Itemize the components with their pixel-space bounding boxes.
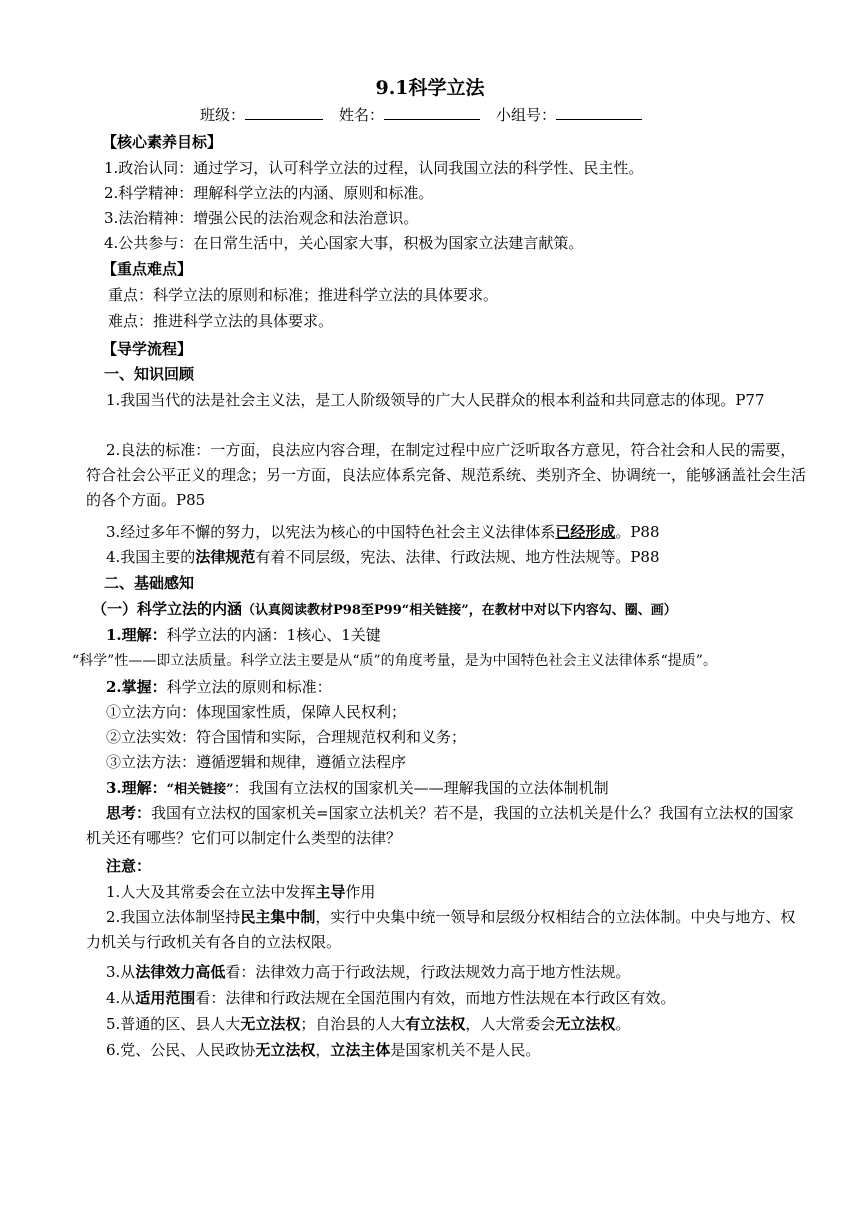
- note-item-3: 3.从法律效力高低看：法律效力高于行政法规，行政法规效力高于地方性法规。: [106, 963, 631, 981]
- group-label: 小组号：: [496, 106, 557, 124]
- note-item-5: 5.普通的区、县人大无立法权；自治县的人大有立法权，人大常委会无立法权。: [106, 1015, 631, 1033]
- emphasis-formed: 已经形成: [555, 523, 616, 541]
- master-2: 2.掌握：科学立法的原则和标准：: [106, 678, 332, 696]
- review-paragraph-2: 2.良法的标准：一方面，良法应内容合理，在制定过程中应广泛听取各方意见，符合社会和人民的需要，符合社会公平正义的理念；另一方面，良法应体系完备、规范系统、类别齐全、协调统一，能够涵盖社会生活的各个方面。P85: [86, 441, 807, 509]
- goal-item: 4.公共参与：在日常生活中，关心国家大事，积极为国家立法建言献策。: [104, 234, 584, 252]
- goal-item: 3.法治精神：增强公民的法治观念和法治意识。: [104, 209, 419, 227]
- note-item-4: 4.从适用范围看：法律和行政法规在全国范围内有效，而地方性法规在本行政区有效。: [106, 989, 676, 1007]
- note-item-1: 1.人大及其常委会在立法中发挥主导作用: [106, 883, 376, 901]
- think-question: 思考：我国有立法权的国家机关=国家立法机关？若不是，我国的立法机关是什么？我国有立法权的国家机关还有哪些？它们可以制定什么类型的法律？: [86, 804, 794, 847]
- goal-item: 2.科学精神：理解科学立法的内涵、原则和标准。: [104, 184, 434, 202]
- principle-item: ①立法方向：体现国家性质，保障人民权利；: [106, 703, 407, 721]
- name-label: 姓名：: [339, 106, 385, 124]
- note-heading: 注意：: [106, 857, 152, 875]
- related-link: “相关链接”: [166, 782, 234, 797]
- emphasis-legal-norms: 法律规范: [195, 548, 256, 566]
- review-heading: 一、知识回顾: [104, 365, 195, 383]
- understand-3: 3.理解：“相关链接”：我国有立法权的国家机关——理解我国的立法体制机制: [106, 779, 609, 797]
- principle-item: ②立法实效：符合国情和实际，合理规范权利和义务；: [106, 728, 467, 746]
- page-title: 9.1科学立法: [375, 77, 485, 99]
- difficulty-text: 难点：推进科学立法的具体要求。: [108, 312, 334, 330]
- principle-item: ③立法方法：遵循逻辑和规律，遵循立法程序: [106, 753, 407, 771]
- class-label: 班级：: [200, 106, 246, 124]
- focus-text: 重点：科学立法的原则和标准；推进科学立法的具体要求。: [108, 286, 499, 304]
- review-paragraph-4: 4.我国主要的法律规范有着不同层级，宪法、法律、行政法规、地方性法规等。P88: [106, 548, 660, 566]
- review-paragraph-1: 1.我国当代的法是社会主义法，是工人阶级领导的广大人民群众的根本利益和共同意志的体现。P77: [106, 391, 765, 409]
- goal-item: 1.政治认同：通过学习，认可科学立法的过程，认同我国立法的科学性、民主性。: [104, 159, 644, 177]
- section-one-instruction: （认真阅读教材P98至P99“相关链接”，在教材中对以下内容勾、圈、画）: [242, 603, 677, 618]
- note-item-6: 6.党、公民、人民政协无立法权，立法主体是国家机关不是人民。: [106, 1041, 541, 1059]
- student-info-line: [200, 105, 658, 125]
- science-note: “科学”性——即立法质量。科学立法主要是从“质”的角度考量，是为中国特色社会主义法律体系“提质”。: [72, 653, 717, 669]
- review-paragraph-3: 3.经过多年不懈的努力，以宪法为核心的中国特色社会主义法律体系已经形成。P88: [106, 523, 660, 541]
- keypoints-heading: 【重点难点】: [102, 260, 193, 278]
- class-blank[interactable]: [245, 105, 323, 120]
- understand-1: 1.理解：科学立法的内涵：1核心、1关键: [106, 626, 381, 644]
- name-blank[interactable]: [384, 105, 480, 120]
- section-one-heading: （一）科学立法的内涵（认真阅读教材P98至P99“相关链接”，在教材中对以下内容勾、圈、画）: [92, 600, 677, 618]
- goals-heading: 【核心素养目标】: [102, 133, 223, 151]
- note-item-2: 2.我国立法体制坚持民主集中制，实行中央集中统一领导和层级分权相结合的立法体制。中央与地方、权力机关与行政机关有各自的立法权限。: [86, 908, 796, 951]
- basics-heading: 二、基础感知: [104, 574, 195, 592]
- flow-heading: 【导学流程】: [102, 340, 193, 358]
- group-blank[interactable]: [556, 105, 642, 120]
